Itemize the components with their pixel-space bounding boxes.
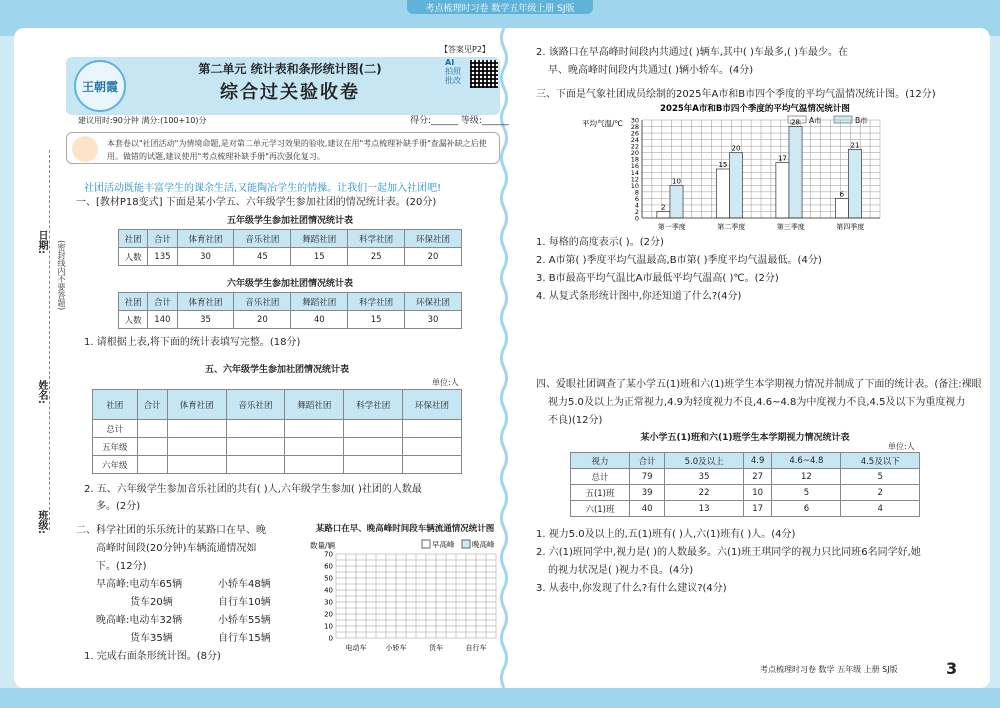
blank-cell[interactable] xyxy=(226,456,285,474)
q2-evening-d: 自行车15辆 xyxy=(218,633,271,644)
y-tick-label: 24 xyxy=(630,136,639,145)
note-box: 本套卷以"社团活动"为情境命题,是对第二单元学习效果的验收,建议在用"考点梳理补缺手册"查漏补缺之后使用。做错的试题,建议使用"考点梳理补缺手册"再次强化复习。 xyxy=(66,132,500,164)
row-label: 五年级 xyxy=(93,438,138,456)
seal-notice: (密封线内不要答题) xyxy=(57,240,66,311)
header-cell: 环保社团 xyxy=(405,293,462,311)
y-tick-label: 2 xyxy=(634,207,639,216)
blank-cell[interactable] xyxy=(344,420,403,438)
q1-sub1: 1. 请根据上表,将下面的统计表填写完整。(18分) xyxy=(84,337,301,348)
cell: 15 xyxy=(348,311,405,329)
table-row xyxy=(571,469,920,485)
y-tick-label: 12 xyxy=(630,175,639,184)
y-tick-label: 8 xyxy=(634,188,639,197)
q2-evening-c: 货车35辆 xyxy=(130,633,173,644)
bottom-band xyxy=(0,688,1000,708)
y-tick-label: 18 xyxy=(630,155,639,164)
x-category-label: 货车 xyxy=(429,644,443,652)
y-tick-label: 16 xyxy=(630,162,639,171)
y-axis-label: 平均气温/℃ xyxy=(582,119,623,128)
q2-morning-c: 货车20辆 xyxy=(130,597,173,608)
cell: 45 xyxy=(234,248,291,266)
cell: 20 xyxy=(234,311,291,329)
q2-morning-b: 小轿车48辆 xyxy=(218,579,271,590)
table-row xyxy=(93,438,462,456)
header-cell: 科学社团 xyxy=(348,293,405,311)
table-row xyxy=(93,456,462,474)
data-label: 21 xyxy=(850,141,860,150)
q4-title-a: 四、爱眼社团调查了某小学五(1)班和六(1)班学生本学期视力情况并制成了下面的统计表。(备注:裸眼 xyxy=(536,379,982,390)
cell: 6 xyxy=(772,501,841,517)
qr-code-icon[interactable] xyxy=(470,60,498,88)
blank-cell[interactable] xyxy=(167,420,226,438)
y-tick-label: 28 xyxy=(630,123,639,132)
data-label: 15 xyxy=(718,161,728,169)
combined-table xyxy=(92,389,462,474)
blank-cell[interactable] xyxy=(403,438,462,456)
bar-b xyxy=(848,149,861,218)
header-cell: 体育社团 xyxy=(167,390,226,420)
y-tick-label: 60 xyxy=(324,562,333,571)
unit-title: 第二单元 统计表和条形统计图(二) xyxy=(198,62,382,76)
header-cell: 音乐社团 xyxy=(234,293,291,311)
y-tick-label: 10 xyxy=(630,181,639,190)
legend-label-a: A市 xyxy=(809,116,822,125)
row-label: 总计 xyxy=(93,420,138,438)
table-row xyxy=(119,248,462,266)
q2-evening-a: 晚高峰:电动车32辆 xyxy=(96,615,183,626)
legend-evening: 晚高峰 xyxy=(472,540,495,549)
bar-a xyxy=(835,198,848,218)
y-tick-label: 50 xyxy=(324,574,333,583)
y-tick-label: 30 xyxy=(324,598,333,607)
data-label: 6 xyxy=(839,190,845,199)
cell: 140 xyxy=(148,311,177,329)
blank-bar-chart[interactable] xyxy=(300,534,500,658)
intro-line: 社团活动既能丰富学生的课余生活,又能陶冶学生的情操。让我们一起加入社团吧! xyxy=(84,183,442,194)
cell: 35 xyxy=(177,311,234,329)
q4-sub1: 1. 视力5.0及以上的,五(1)班有( )人,六(1)班有( )人。(4分) xyxy=(536,529,796,540)
center-wave-divider xyxy=(499,28,509,688)
blank-cell[interactable] xyxy=(403,456,462,474)
q4-caption: 某小学五(1)班和六(1)班学生本学期视力情况统计表 xyxy=(640,433,850,443)
row-label: 六年级 xyxy=(93,456,138,474)
x-category-label: 电动车 xyxy=(345,644,367,652)
x-category-label: 第二季度 xyxy=(717,223,746,231)
cell: 人数 xyxy=(119,248,148,266)
header-cell: 科学社团 xyxy=(344,390,403,420)
q2-evening-b: 小轿车55辆 xyxy=(218,615,271,626)
header-cell: 视力 xyxy=(571,453,630,469)
header-cell: 舞蹈社团 xyxy=(291,293,348,311)
q2-title-b: 高峰时间段(20分钟)车辆流通情况如 xyxy=(96,543,257,554)
q4-title-c: 不良)(12分) xyxy=(548,415,603,426)
binding-margin xyxy=(18,150,68,690)
header-cell: 环保社团 xyxy=(403,390,462,420)
header-cell: 合计 xyxy=(629,453,664,469)
cell: 25 xyxy=(348,248,405,266)
cell: 35 xyxy=(665,469,744,485)
x-category-label: 第四季度 xyxy=(836,223,865,231)
q2-morning-d: 自行车10辆 xyxy=(218,597,271,608)
cell: 30 xyxy=(177,248,234,266)
header-cell: 4.9 xyxy=(743,453,772,469)
y-tick-label: 26 xyxy=(630,129,639,138)
ai-label: AI xyxy=(445,58,455,67)
blank-cell[interactable] xyxy=(137,456,167,474)
header-cell: 合计 xyxy=(148,293,177,311)
cell: 40 xyxy=(629,501,664,517)
q3-sub4: 4. 从复式条形统计图中,你还知道了什么?(4分) xyxy=(536,291,742,302)
data-label: 10 xyxy=(672,177,681,186)
header-cell: 4.5及以下 xyxy=(841,453,920,469)
ai-badge xyxy=(445,58,467,85)
legend-morning: 早高峰 xyxy=(432,540,455,549)
header-cell: 体育社团 xyxy=(177,293,234,311)
t56-caption: 五、六年级学生参加社团情况统计表 xyxy=(204,365,349,375)
q3-title: 三、下面是气象社团成员绘制的2025年A市和B市四个季度的平均气温情况统计图。(12分) xyxy=(536,89,936,100)
header-cell: 社团 xyxy=(119,230,148,248)
y-tick-label: 4 xyxy=(634,201,639,210)
blank-cell[interactable] xyxy=(344,456,403,474)
y-tick-label: 22 xyxy=(630,142,639,151)
cell: 5 xyxy=(772,485,841,501)
header-cell: 合计 xyxy=(137,390,167,420)
header-cell: 4.6~4.8 xyxy=(772,453,841,469)
y-tick-label: 14 xyxy=(630,168,639,177)
legend-swatch-b xyxy=(834,116,852,123)
mascot-icon xyxy=(72,136,98,162)
q2-ylabel: 数量/辆 xyxy=(310,541,336,550)
q4-sub2a: 2. 六(1)班同学中,视力是( )的人数最多。六(1)班王琪同学的视力只比同班6名同学好,她 xyxy=(536,547,921,558)
header-cell: 舞蹈社团 xyxy=(285,390,344,420)
q1-sub2b: 多。(2分) xyxy=(96,501,141,512)
table-row xyxy=(571,501,920,517)
q3-sub3: 3. B市最高平均气温比A市最低平均气温高( )℃。(2分) xyxy=(536,273,779,284)
blank-cell[interactable] xyxy=(344,438,403,456)
blank-cell[interactable] xyxy=(137,438,167,456)
temperature-bar-chart xyxy=(580,102,930,234)
y-tick-label: 40 xyxy=(324,586,333,595)
y-tick-label: 70 xyxy=(324,550,333,559)
table-row xyxy=(571,485,920,501)
date-label: 日期: xyxy=(36,230,47,254)
table-row xyxy=(119,311,462,329)
top-banner xyxy=(0,0,1000,14)
answer-reference: 【答案见P2】 xyxy=(440,45,490,54)
header-cell: 社团 xyxy=(119,293,148,311)
data-label: 17 xyxy=(777,154,787,163)
grade5-table xyxy=(118,229,462,266)
cell: 五(1)班 xyxy=(571,485,630,501)
bar-b xyxy=(729,153,742,218)
cell: 17 xyxy=(743,501,772,517)
t5-caption: 五年级学生参加社团情况统计表 xyxy=(226,216,353,226)
legend-swatch-morning xyxy=(422,540,430,548)
x-category-label: 第一季度 xyxy=(657,223,686,231)
cell: 15 xyxy=(291,248,348,266)
q2-title-a: 二、科学社团的乐乐统计的某路口在早、晚 xyxy=(76,525,266,536)
blank-cell[interactable] xyxy=(167,456,226,474)
brand-logo: 王朝霞 xyxy=(74,60,126,112)
q1-sub2a: 2. 五、六年级学生参加音乐社团的共有( )人,六年级学生参加( )社团的人数最 xyxy=(84,484,422,495)
legend-label-b: B市 xyxy=(855,116,868,125)
y-tick-label: 20 xyxy=(630,149,639,158)
score-fields: 得分:______ 等级:______ xyxy=(410,116,509,126)
data-label: 2 xyxy=(661,203,666,212)
y-tick-label: 0 xyxy=(328,634,333,643)
cell: 20 xyxy=(405,248,462,266)
ai-sub: 拍照批改 xyxy=(445,67,461,85)
table-header-row xyxy=(119,230,462,248)
cell: 六(1)班 xyxy=(571,501,630,517)
bar-b xyxy=(670,185,683,218)
y-tick-label: 30 xyxy=(630,116,639,125)
blank-cell[interactable] xyxy=(167,438,226,456)
exam-meta: 建议用时:90分钟 满分:(100+10)分 xyxy=(78,116,207,125)
cell: 10 xyxy=(743,485,772,501)
header-cell: 环保社团 xyxy=(405,230,462,248)
y-tick-label: 0 xyxy=(634,214,639,223)
q2-sub1: 1. 完成右面条形统计图。(8分) xyxy=(84,651,221,662)
q1-title: 一、[教材P18变式] 下面是某小学五、六年级学生参加社团的情况统计表。(20分) xyxy=(76,197,437,208)
q2-sub2a: 2. 该路口在早高峰时间段内共通过( )辆车,其中( )车最多,( )车最少。在 xyxy=(536,47,849,58)
top-banner-text: 考点梳理时习卷 数学五年级上册 SJ版 xyxy=(407,0,592,14)
blank-yticks xyxy=(324,551,333,643)
table-row xyxy=(93,420,462,438)
table-header-row xyxy=(571,453,920,469)
x-category-label: 小轿车 xyxy=(385,644,407,652)
q4-unit: 单位:人 xyxy=(888,442,915,451)
blank-categories xyxy=(346,643,487,652)
q2-sub2b: 早、晚高峰时间段内共通过( )辆小轿车。(4分) xyxy=(548,65,754,76)
blank-cell[interactable] xyxy=(403,420,462,438)
header-cell: 合计 xyxy=(148,230,177,248)
cell: 39 xyxy=(629,485,664,501)
t56-unit: 单位:人 xyxy=(432,378,459,387)
header-cell: 社团 xyxy=(93,390,138,420)
cell: 135 xyxy=(148,248,177,266)
cell: 5 xyxy=(841,469,920,485)
cell: 人数 xyxy=(119,311,148,329)
q3-sub1: 1. 每格的高度表示( )。(2分) xyxy=(536,237,664,248)
y-tick-label: 10 xyxy=(324,622,333,631)
table-header-row xyxy=(93,390,462,420)
header-cell: 体育社团 xyxy=(177,230,234,248)
bar-a xyxy=(657,211,670,218)
header-cell: 音乐社团 xyxy=(226,390,285,420)
data-label: 20 xyxy=(731,144,741,153)
q4-title-b: 视力5.0及以上为正常视力,4.9为轻度视力不良,4.6~4.8为中度视力不良,4.5及以下为重度视力 xyxy=(548,397,966,408)
q2-morning-a: 早高峰:电动车65辆 xyxy=(96,579,183,590)
cell: 79 xyxy=(629,469,664,485)
grade6-table xyxy=(118,292,462,329)
blank-grid xyxy=(336,554,496,638)
q2-title-c: 下。(12分) xyxy=(96,561,147,572)
cell: 30 xyxy=(405,311,462,329)
header-cell: 5.0及以上 xyxy=(665,453,744,469)
header-cell: 舞蹈社团 xyxy=(291,230,348,248)
cell: 12 xyxy=(772,469,841,485)
q4-sub3: 3. 从表中,你发现了什么?有什么建议?(4分) xyxy=(536,583,727,594)
blank-cell[interactable] xyxy=(137,420,167,438)
vision-table xyxy=(570,452,920,517)
blank-cell[interactable] xyxy=(226,438,285,456)
cell: 总计 xyxy=(571,469,630,485)
name-label: 姓名: xyxy=(36,380,47,404)
blank-cell[interactable] xyxy=(226,420,285,438)
q3-sub2: 2. A市第( )季度平均气温最高,B市第( )季度平均气温最低。(4分) xyxy=(536,255,822,266)
x-category-label: 第三季度 xyxy=(776,223,805,231)
header-cell: 音乐社团 xyxy=(234,230,291,248)
footer-text: 考点梳理时习卷 数学 五年级 上册 SJ版 xyxy=(760,665,898,674)
legend-swatch-evening xyxy=(462,540,470,548)
page-number: 3 xyxy=(946,659,958,678)
cell: 27 xyxy=(743,469,772,485)
bar-b xyxy=(789,127,802,218)
q2-chart-caption: 某路口在早、晚高峰时间段车辆流通情况统计图 xyxy=(315,524,495,534)
blank-cell[interactable] xyxy=(285,456,344,474)
y-tick-label: 6 xyxy=(634,194,639,203)
chart-title: 2025年A市和B市四个季度的平均气温情况统计图 xyxy=(660,104,850,114)
blank-cell[interactable] xyxy=(285,438,344,456)
data-label: 28 xyxy=(791,118,800,127)
cell: 2 xyxy=(841,485,920,501)
exam-title: 综合过关验收卷 xyxy=(220,82,360,103)
cell: 13 xyxy=(665,501,744,517)
blank-cell[interactable] xyxy=(285,420,344,438)
class-label: 班级: xyxy=(36,510,47,534)
x-category-label: 自行车 xyxy=(465,644,487,652)
cell: 22 xyxy=(665,485,744,501)
q4-sub2b: 的视力状况是( )视力不良。(4分) xyxy=(548,565,694,576)
t6-caption: 六年级学生参加社团情况统计表 xyxy=(226,279,353,289)
bar-a xyxy=(716,169,729,218)
bar-a xyxy=(776,162,789,218)
seal-dashed-line xyxy=(49,150,50,530)
y-tick-label: 20 xyxy=(324,610,333,619)
table-header-row xyxy=(119,293,462,311)
cell: 40 xyxy=(291,311,348,329)
cell: 4 xyxy=(841,501,920,517)
header-cell: 科学社团 xyxy=(348,230,405,248)
